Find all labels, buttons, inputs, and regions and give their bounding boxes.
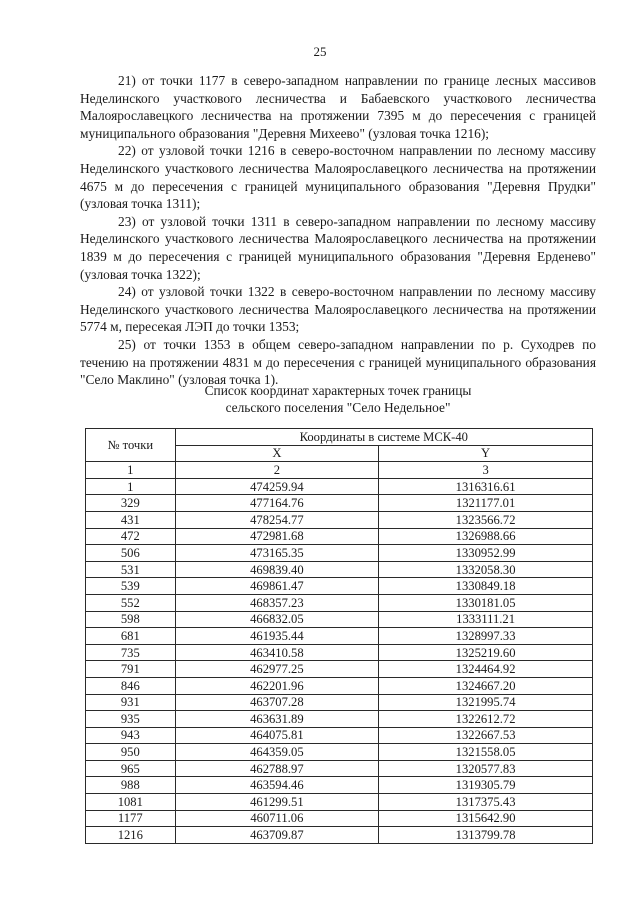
x-coordinate-cell: 464359.05 (175, 744, 379, 761)
x-coordinate-cell: 472981.68 (175, 528, 379, 545)
point-number-cell: 791 (86, 661, 176, 678)
point-number-cell: 539 (86, 578, 176, 595)
header-point-number: № точки (86, 429, 176, 462)
x-coordinate-cell: 463631.89 (175, 711, 379, 728)
y-coordinate-cell: 1330849.18 (379, 578, 593, 595)
paragraph-25: 25) от точки 1353 в общем северо-западном направлении по р. Суходрев по течению на протяжении 4831 м до пересечения с границей муниципального образования "Село Маклино" (узловая точка 1). (80, 336, 596, 388)
table-row (86, 611, 593, 628)
y-coordinate-cell: 1326988.66 (379, 528, 593, 545)
table-row (86, 561, 593, 578)
header-y: Y (379, 445, 593, 462)
x-coordinate-cell: 468357.23 (175, 594, 379, 611)
x-coordinate-cell: 464075.81 (175, 727, 379, 744)
y-coordinate-cell: 1321558.05 (379, 744, 593, 761)
y-coordinate-cell: 1330181.05 (379, 594, 593, 611)
table-row (86, 744, 593, 761)
table-row (86, 760, 593, 777)
point-number-cell: 1177 (86, 810, 176, 827)
y-coordinate-cell: 1321995.74 (379, 694, 593, 711)
table-row (86, 711, 593, 728)
table-row (86, 777, 593, 794)
header-coordinate-system: Координаты в системе МСК-40 (175, 429, 592, 446)
x-coordinate-cell: 463707.28 (175, 694, 379, 711)
point-number-cell: 950 (86, 744, 176, 761)
table-caption (80, 382, 596, 416)
x-coordinate-cell: 462977.25 (175, 661, 379, 678)
point-number-cell: 735 (86, 644, 176, 661)
y-coordinate-cell: 1324667.20 (379, 677, 593, 694)
y-coordinate-cell: 1324464.92 (379, 661, 593, 678)
table-header-row (86, 429, 593, 446)
caption-line-2: сельского поселения "Село Недельное" (225, 400, 451, 415)
point-number-cell: 931 (86, 694, 176, 711)
table-row (86, 528, 593, 545)
point-number-cell: 431 (86, 511, 176, 528)
x-coordinate-cell: 461299.51 (175, 794, 379, 811)
table-row (86, 794, 593, 811)
table-row (86, 511, 593, 528)
body-text (80, 72, 596, 389)
caption-line-1: Список координат характерных точек границы (204, 383, 472, 398)
x-coordinate-cell: 461935.44 (175, 628, 379, 645)
table-row (86, 545, 593, 562)
point-number-cell: 506 (86, 545, 176, 562)
x-coordinate-cell: 462788.97 (175, 760, 379, 777)
point-number-cell: 988 (86, 777, 176, 794)
table-row (86, 594, 593, 611)
x-coordinate-cell: 477164.76 (175, 495, 379, 512)
page-number: 25 (313, 44, 327, 59)
point-number-cell: 965 (86, 760, 176, 777)
table-row (86, 495, 593, 512)
table-column-number-row (86, 462, 593, 479)
coordinates-table-body (86, 478, 593, 843)
point-number-cell: 681 (86, 628, 176, 645)
x-coordinate-cell: 469839.40 (175, 561, 379, 578)
table-row (86, 694, 593, 711)
point-number-cell: 472 (86, 528, 176, 545)
point-number-cell: 552 (86, 594, 176, 611)
point-number-cell: 846 (86, 677, 176, 694)
table-row (86, 810, 593, 827)
x-coordinate-cell: 474259.94 (175, 478, 379, 495)
y-coordinate-cell: 1322612.72 (379, 711, 593, 728)
point-number-cell: 943 (86, 727, 176, 744)
x-coordinate-cell: 478254.77 (175, 511, 379, 528)
point-number-cell: 935 (86, 711, 176, 728)
table-row (86, 644, 593, 661)
y-coordinate-cell: 1313799.78 (379, 827, 593, 844)
y-coordinate-cell: 1317375.43 (379, 794, 593, 811)
table-row (86, 578, 593, 595)
paragraph-23: 23) от узловой точки 1311 в северо-западном направлении по лесному массиву Неделинского участкового лесничества Малоярославецкого лесничества на протяжении 1839 м до пересечения с границей муниципального образования "Деревня Ерденево" (узловая точка 1322); (80, 213, 596, 282)
y-coordinate-cell: 1332058.30 (379, 561, 593, 578)
x-coordinate-cell: 466832.05 (175, 611, 379, 628)
point-number-cell: 1 (86, 478, 176, 495)
y-coordinate-cell: 1320577.83 (379, 760, 593, 777)
table-row (86, 628, 593, 645)
x-coordinate-cell: 473165.35 (175, 545, 379, 562)
y-coordinate-cell: 1322667.53 (379, 727, 593, 744)
point-number-cell: 1081 (86, 794, 176, 811)
header-x: X (175, 445, 379, 462)
x-coordinate-cell: 469861.47 (175, 578, 379, 595)
point-number-cell: 329 (86, 495, 176, 512)
x-coordinate-cell: 463410.58 (175, 644, 379, 661)
y-coordinate-cell: 1328997.33 (379, 628, 593, 645)
column-number: 2 (175, 462, 379, 479)
x-coordinate-cell: 460711.06 (175, 810, 379, 827)
y-coordinate-cell: 1333111.21 (379, 611, 593, 628)
column-number: 3 (379, 462, 593, 479)
y-coordinate-cell: 1315642.90 (379, 810, 593, 827)
paragraph-21: 21) от точки 1177 в северо-западном направлении по границе лесных массивов Неделинского участкового лесничества и Бабаевского участкового лесничества Малоярославецкого лесничества на протяжении 7395 м до пересечения с границей муниципального образования "Деревня Михеево" (узловая точка 1216); (80, 73, 596, 141)
point-number-cell: 1216 (86, 827, 176, 844)
table-row (86, 661, 593, 678)
y-coordinate-cell: 1319305.79 (379, 777, 593, 794)
table-row (86, 478, 593, 495)
table-row (86, 827, 593, 844)
column-number: 1 (86, 462, 176, 479)
table-row (86, 677, 593, 694)
x-coordinate-cell: 463594.46 (175, 777, 379, 794)
table-row (86, 727, 593, 744)
y-coordinate-cell: 1316316.61 (379, 478, 593, 495)
point-number-cell: 531 (86, 561, 176, 578)
y-coordinate-cell: 1330952.99 (379, 545, 593, 562)
paragraph-22: 22) от узловой точки 1216 в северо-восточном направлении по лесному массиву Неделинского участкового лесничества Малоярославецкого лесничества на протяжении 4675 м до пересечения с границей муниципального образования "Деревня Прудки" (узловая точка 1311); (80, 143, 596, 212)
coordinates-table (85, 428, 593, 844)
x-coordinate-cell: 463709.87 (175, 827, 379, 844)
point-number-cell: 598 (86, 611, 176, 628)
y-coordinate-cell: 1325219.60 (379, 644, 593, 661)
y-coordinate-cell: 1323566.72 (379, 511, 593, 528)
paragraph-24: 24) от узловой точки 1322 в северо-восточном направлении по лесному массиву Неделинского участкового лесничества Малоярославецкого лесничества на протяжении 5774 м, пересекая ЛЭП до точки 1353; (80, 284, 596, 335)
y-coordinate-cell: 1321177.01 (379, 495, 593, 512)
x-coordinate-cell: 462201.96 (175, 677, 379, 694)
